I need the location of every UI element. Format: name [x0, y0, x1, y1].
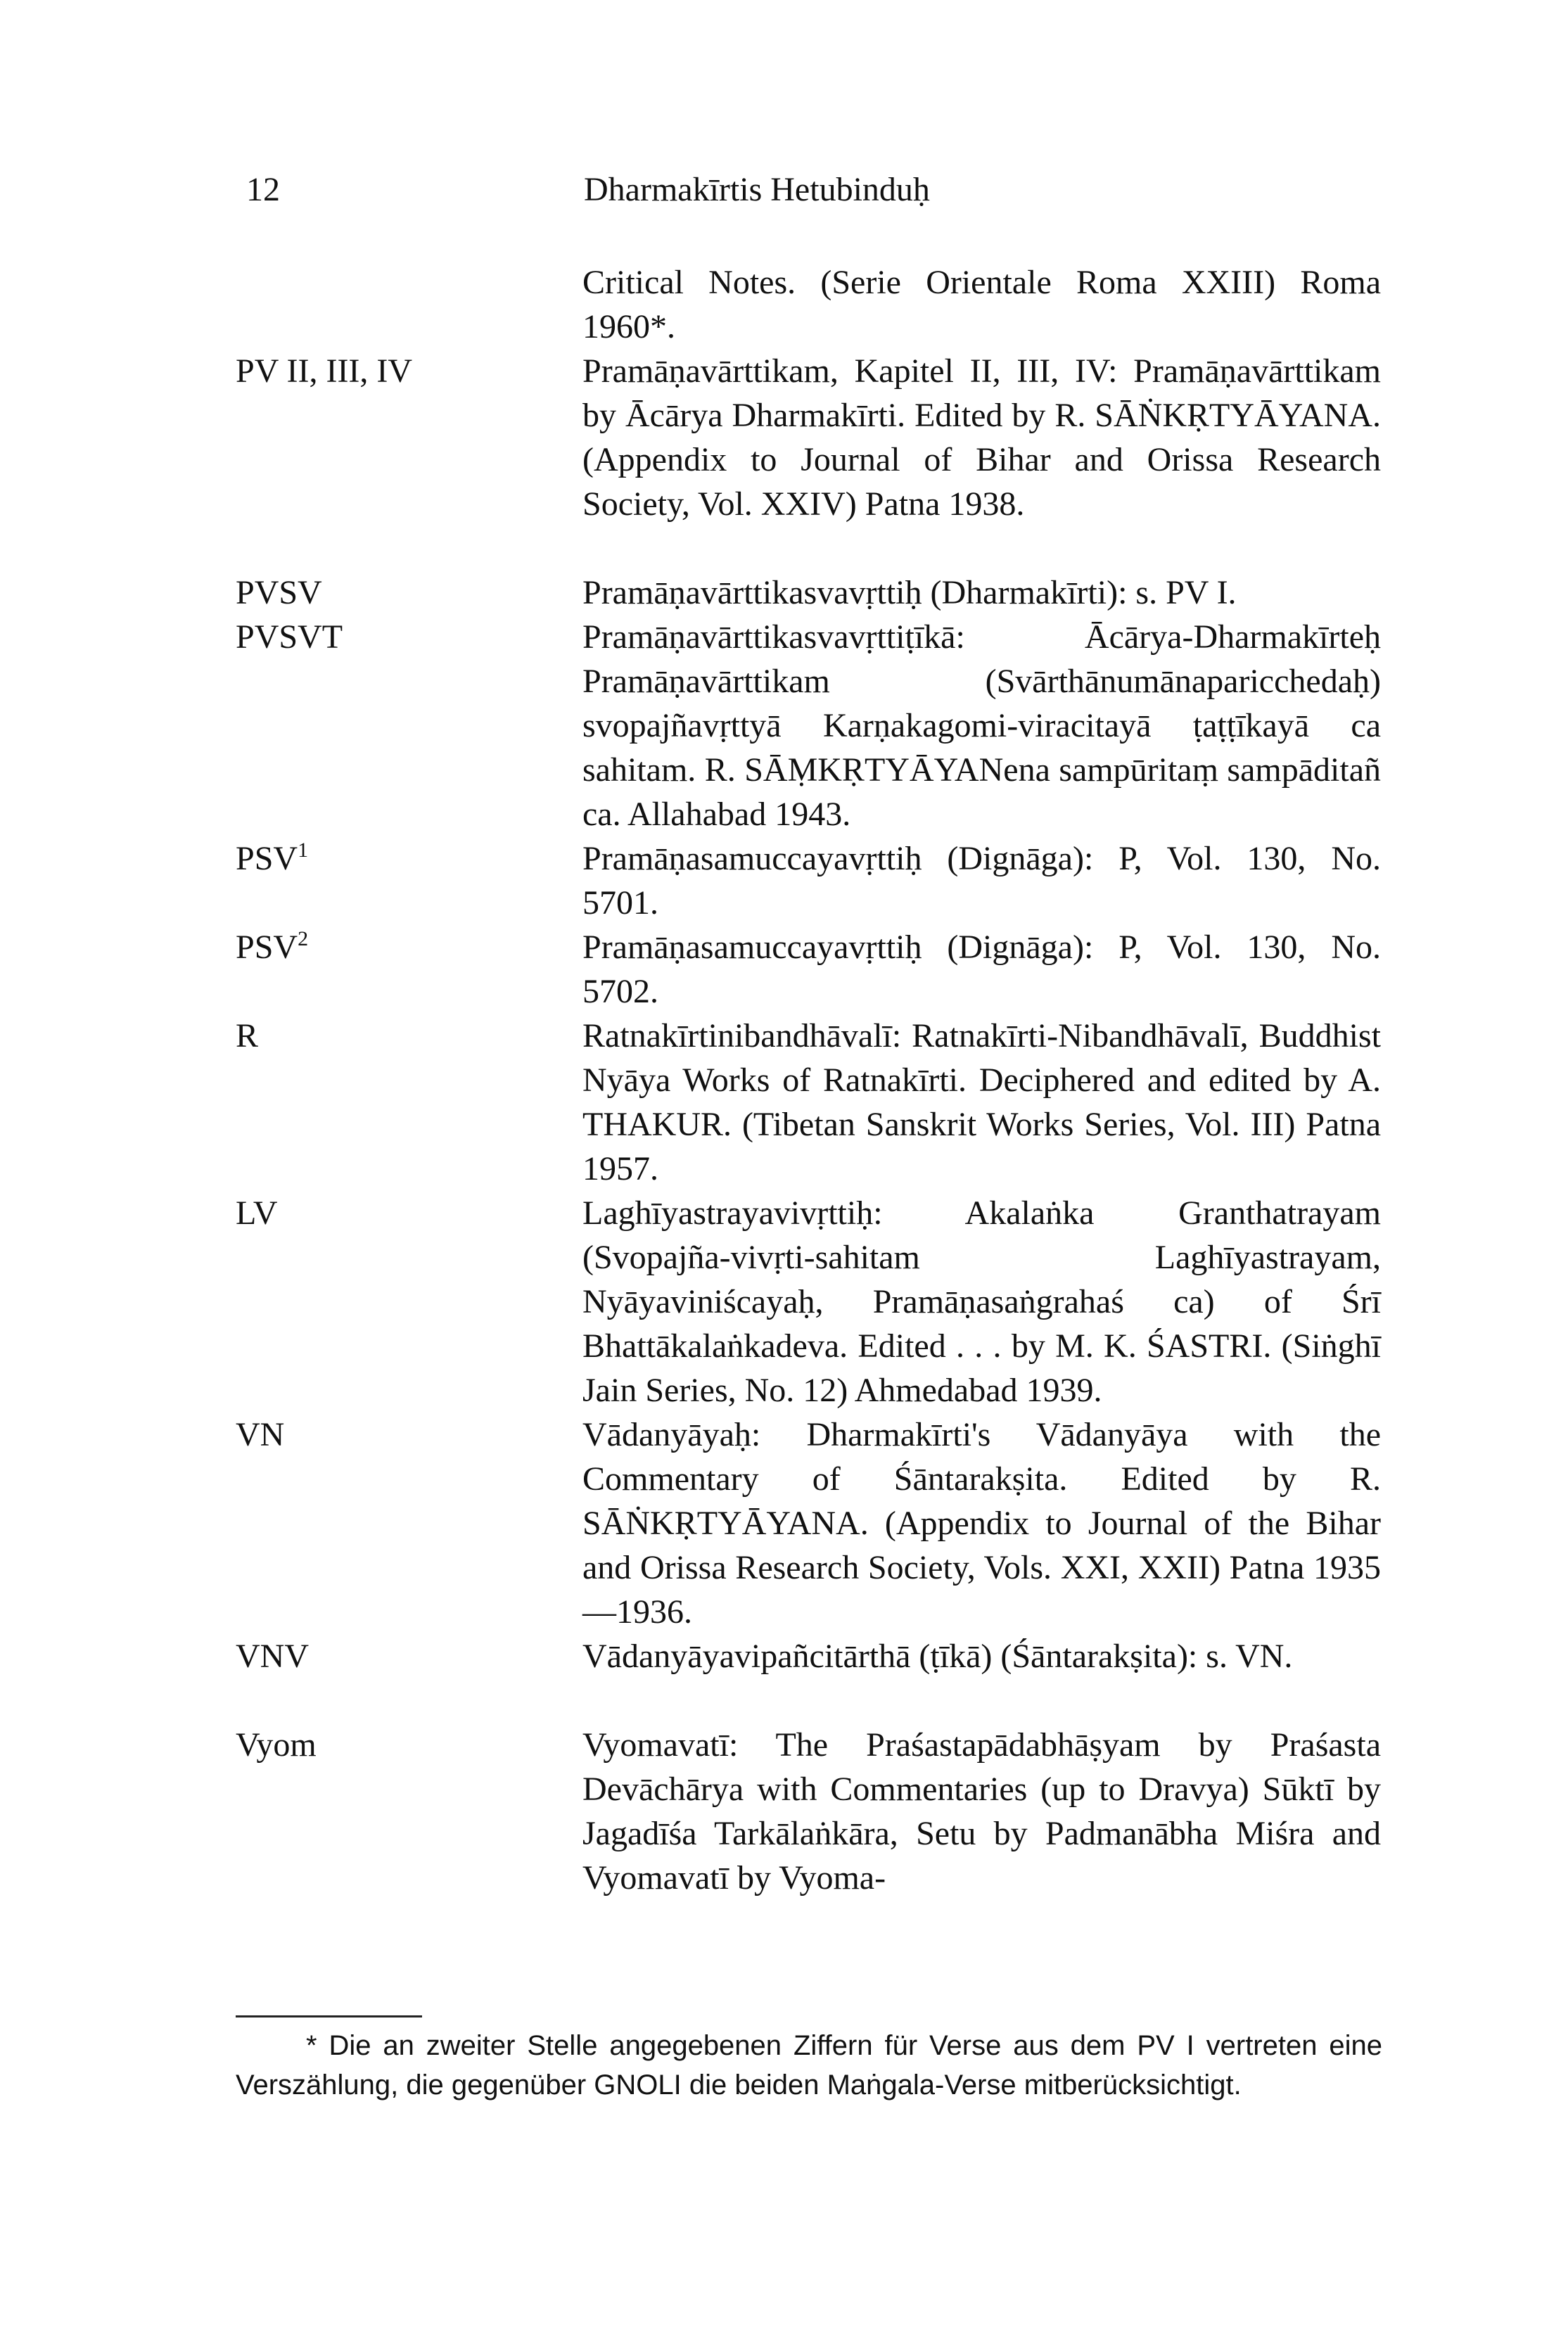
- entry-pvsvt: [0, 615, 1568, 836]
- entry-abbr: R: [236, 1017, 259, 1054]
- entry-text: Critical Notes. (Serie Orientale Roma XXIII) Roma 1960*.: [582, 264, 1381, 345]
- entry-abbr: PSV$^1$: [236, 839, 309, 877]
- entry-vn: [0, 1413, 1568, 1634]
- entry-abbr: VN: [236, 1416, 285, 1453]
- entry-abbr: LV: [236, 1194, 278, 1232]
- footnote: * Die an zweiter Stelle angegebenen Ziffern für Verse aus dem PV I vertreten eine Verszählung, die gegenüber GNOLI die beiden Maṅgala-Verse mitberücksichtigt.: [236, 2030, 1382, 2100]
- entry-text: Pramāṇasamuccayavṛttiḥ (Dignāga): P, Vol. 130, No. 5701.: [582, 840, 1381, 922]
- entry-abbr: PVSVT: [236, 618, 343, 656]
- entry-text: Vyomavatī: The Praśastapādabhāṣyam by Praśasta Devāchārya with Commentaries (up to Dravya) Sūktī by Jagadīśa Tarkālaṅkāra, Setu by Padmanābha Miśra and Vyomavatī by Vyoma-: [582, 1726, 1381, 1896]
- entry-vyom: [0, 1723, 1568, 1900]
- entry-text: Pramāṇavārttikasvavṛttiṭīkā: Ācārya-Dharmakīrteḥ Pramāṇavārttikam (Svārthānumānaparicchedaḥ) svopajñavṛttyā Karṇakagomi-viracitayā ṭaṭṭīkayā ca sahitam. R. SĀṂKṚTYĀYANena sampūritaṃ sampāditañ ca. Allahabad 1943.: [582, 618, 1381, 833]
- entry-text: Vādanyāyavipañcitārthā (ṭīkā) (Śāntarakṣita): s. VN.: [582, 1638, 1293, 1675]
- entry-pv: [0, 349, 1568, 570]
- entry-abbr: VNV: [236, 1638, 309, 1675]
- entry-abbr: PVSV: [236, 574, 322, 611]
- entry-abbr-superscript: 1: [298, 839, 309, 862]
- entry-text: Pramāṇavārttikasvavṛttiḥ (Dharmakīrti): s. PV I.: [582, 574, 1237, 611]
- entry-r: [0, 1014, 1568, 1191]
- abbreviation-list: [0, 260, 1568, 1900]
- entry-text: Pramāṇasamuccayavṛttiḥ (Dignāga): P, Vol. 130, No. 5702.: [582, 929, 1381, 1010]
- running-title: Dharmakīrtis Hetubinduḥ: [584, 171, 930, 208]
- entry-text: Ratnakīrtinibandhāvalī: Ratnakīrti-Nibandhāvalī, Buddhist Nyāya Works of Ratnakīrti. Deciphered and edited by A. THAKUR. (Tibetan Sanskrit Works Series, Vol. III) Patna 1957.: [582, 1017, 1381, 1187]
- entry-abbr: PV II, III, IV: [236, 352, 413, 390]
- entry-text: Laghīyastrayavivṛttiḥ: Akalaṅka Granthatrayam (Svopajña-vivṛti-sahitam Laghīyastrayam, Nyāyaviniścayaḥ, Pramāṇasaṅgrahaś ca) of Śrī Bhattākalaṅkadeva. Edited . . . by M. K. ŚASTRI. (Siṅghī Jain Series, No. 12) Ahmedabad 1939.: [582, 1194, 1381, 1409]
- entry-abbr-superscript: 2: [298, 927, 309, 950]
- entry-lv: [0, 1191, 1568, 1413]
- entry-psv2: [0, 925, 1568, 1014]
- entry-vnv: [0, 1634, 1568, 1723]
- entry-critical-notes: [0, 260, 1568, 349]
- entry-text: Pramāṇavārttikam, Kapitel II, III, IV: Pramāṇavārttikam by Ācārya Dharmakīrti. Edited by R. SĀṄKṚTYĀYANA. (Appendix to Journal of Bihar and Orissa Research Society, Vol. XXIV) Patna 1938.: [582, 352, 1381, 523]
- entry-abbr: PSV$^2$: [236, 927, 309, 966]
- footnote-divider: [236, 2015, 422, 2017]
- entry-psv1: [0, 836, 1568, 925]
- entry-abbr: Vyom: [236, 1726, 317, 1764]
- page-number: 12: [246, 171, 280, 208]
- entry-pvsv: [0, 570, 1568, 615]
- entry-text: Vādanyāyaḥ: Dharmakīrti's Vādanyāya with the Commentary of Śāntarakṣita. Edited by R. SĀṄKṚTYĀYANA. (Appendix to Journal of the Bihar and Orissa Research Society, Vols. XXI, XXII) Patna 1935—1936.: [582, 1416, 1381, 1631]
